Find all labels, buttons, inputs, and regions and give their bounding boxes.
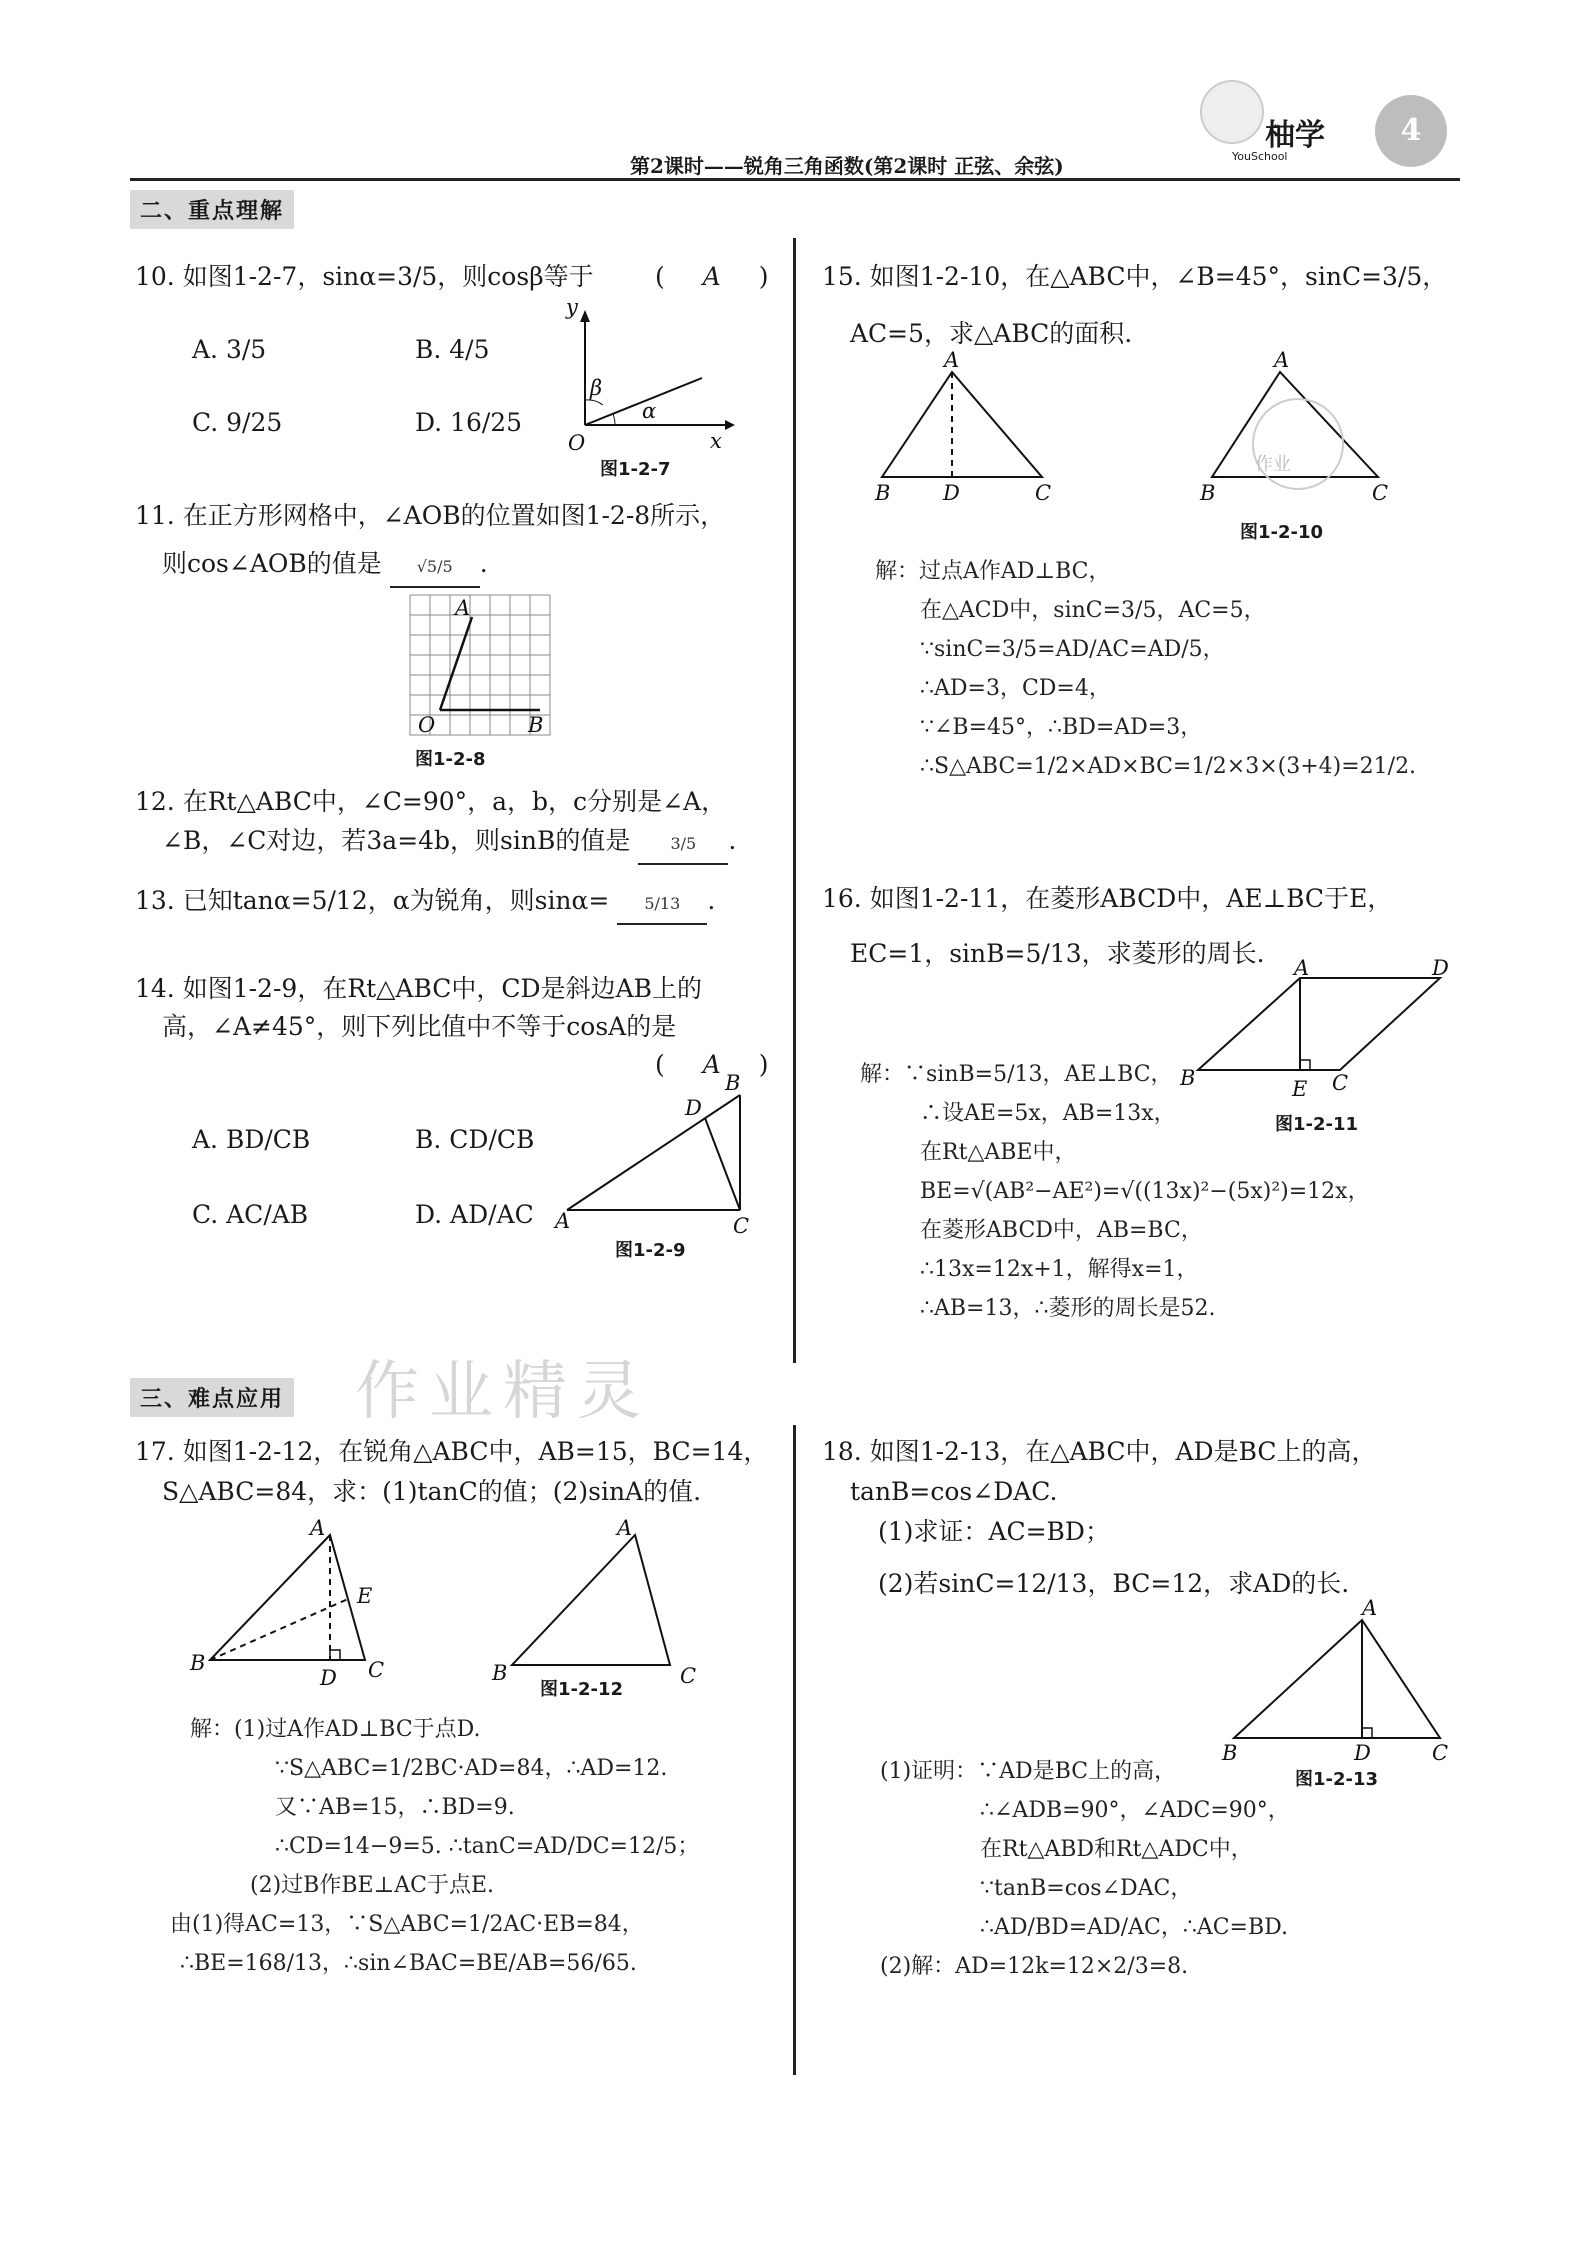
q14-line1: 14. 如图1-2-9，在Rt△ABC中，CD是斜边AB上的 bbox=[135, 974, 703, 1003]
figure-caption-1-2-11: 图1-2-11 bbox=[1275, 1114, 1359, 1135]
q17-solution-line: 又∵AB=15，∴BD=9. bbox=[275, 1795, 515, 1820]
q16-solution-line: 在Rt△ABE中， bbox=[920, 1140, 1077, 1165]
chapter-title: 第2课时——锐角三角函数(第2课时 正弦、余弦) bbox=[630, 154, 1064, 178]
brand-sub: YouSchool bbox=[1232, 150, 1288, 163]
q17-solution-line: 解：(1)过A作AD⊥BC于点D. bbox=[190, 1717, 481, 1742]
q14-answer: A bbox=[702, 1050, 721, 1079]
label-C: C bbox=[1035, 481, 1052, 505]
label-y: y bbox=[566, 295, 578, 319]
q16-line1: 16. 如图1-2-11，在菱形ABCD中，AE⊥BC于E， bbox=[822, 884, 1393, 913]
column-divider bbox=[793, 238, 796, 1363]
q16-solution-line: ∴13x=12x+1，解得x=1， bbox=[920, 1257, 1199, 1282]
label-A: A bbox=[1294, 956, 1310, 980]
q18-part1: (1)求证：AC=BD； bbox=[878, 1517, 1110, 1546]
label-C: C bbox=[1332, 1071, 1349, 1095]
q15-solution-line: ∵∠B=45°，∴BD=AD=3， bbox=[920, 715, 1203, 740]
label-B: B bbox=[1180, 1066, 1196, 1090]
watermark: 作业精灵 bbox=[355, 1355, 651, 1429]
q16-solution-line: BE=√(AB²−AE²)=√((13x)²−(5x)²)=12x， bbox=[920, 1179, 1370, 1204]
figure-caption-1-2-7: 图1-2-7 bbox=[600, 459, 671, 480]
label-B: B bbox=[190, 1651, 206, 1675]
q15-solution-line: 解：过点A作AD⊥BC， bbox=[875, 559, 1111, 584]
q11-line2: 则cos∠AOB的值是 √5/5 . bbox=[162, 545, 488, 588]
figure-caption-1-2-13: 图1-2-13 bbox=[1295, 1769, 1379, 1790]
figure-caption-1-2-8: 图1-2-8 bbox=[415, 749, 486, 770]
q10-option-b: B. 4/5 bbox=[415, 335, 490, 364]
q17-solution-line: ∵S△ABC=1/2BC·AD=84，∴AD=12. bbox=[275, 1756, 668, 1781]
label-A: A bbox=[944, 348, 960, 372]
q18-solution-line: ∴AD/BD=AD/AC，∴AC=BD. bbox=[980, 1915, 1289, 1940]
figure-1-2-13 bbox=[1222, 1596, 1452, 1765]
label-A: A bbox=[617, 1516, 633, 1540]
label-A: A bbox=[455, 596, 471, 620]
q12-line2: ∠B，∠C对边，若3a=4b，则sinB的值是 3/5 . bbox=[162, 822, 736, 865]
figure-1-2-8-grid bbox=[410, 595, 555, 735]
q16-solution bbox=[860, 1055, 1370, 1328]
q10-option-a: A. 3/5 bbox=[192, 335, 267, 364]
q13-line-text: 13. 已知tanα=5/12，α为锐角，则sinα= bbox=[135, 886, 610, 915]
q17-solution-line: ∴CD=14−9=5. ∴tanC=AD/DC=12/5； bbox=[275, 1834, 700, 1859]
figure-1-2-10-left bbox=[870, 348, 1052, 505]
header-rule bbox=[130, 178, 1460, 181]
q13-line: 13. 已知tanα=5/12，α为锐角，则sinα= 5/13 . bbox=[135, 882, 715, 925]
column-divider-lower bbox=[793, 1425, 796, 2075]
label-D: D bbox=[1432, 956, 1449, 980]
label-B: B bbox=[528, 713, 544, 737]
bracket-close: ) bbox=[758, 262, 769, 291]
q17-solution-line: ∴BE=168/13，∴sin∠BAC=BE/AB=56/65. bbox=[180, 1951, 637, 1976]
q17-solution-line: 由(1)得AC=13，∵S△ABC=1/2AC·EB=84， bbox=[170, 1912, 644, 1937]
q18-line2: tanB=cos∠DAC. bbox=[850, 1477, 1058, 1506]
q15-solution bbox=[875, 552, 1416, 786]
label-A: A bbox=[1362, 1596, 1378, 1620]
brand-logo bbox=[1200, 80, 1264, 144]
figure-1-2-12-left bbox=[190, 1516, 390, 1690]
label-C: C bbox=[733, 1214, 750, 1238]
q14-bracket bbox=[655, 1046, 770, 1084]
q15-solution-line: ∵sinC=3/5=AD/AC=AD/5， bbox=[920, 637, 1225, 662]
q17-line1: 17. 如图1-2-12，在锐角△ABC中，AB=15，BC=14， bbox=[135, 1437, 769, 1466]
figure-caption-1-2-10: 图1-2-10 bbox=[1240, 522, 1324, 543]
label-o: O bbox=[568, 431, 586, 455]
figure-1-2-10-right bbox=[1200, 348, 1390, 505]
label-B: B bbox=[725, 1071, 741, 1095]
label-C: C bbox=[368, 1658, 385, 1682]
q10-answer: A bbox=[702, 262, 721, 291]
q16-solution-line: ∴设AE=5x，AB=13x， bbox=[920, 1101, 1176, 1126]
q11-line2-text: 则cos∠AOB的值是 bbox=[162, 549, 382, 578]
label-C: C bbox=[1372, 481, 1389, 505]
q16-solution-line: 在菱形ABCD中，AB=BC， bbox=[920, 1218, 1203, 1243]
figure-1-2-9 bbox=[555, 1071, 765, 1238]
q10-stem-text: 10. 如图1-2-7，sinα=3/5，则cosβ等于 bbox=[135, 262, 594, 291]
q16-solution-line: ∴AB=13，∴菱形的周长是52. bbox=[920, 1296, 1216, 1321]
section-header-key: 二、重点理解 bbox=[130, 190, 294, 229]
bracket-open: ( bbox=[655, 1050, 665, 1079]
q14-option-c: C. AC/AB bbox=[192, 1200, 309, 1229]
q13-answer: 5/13 bbox=[617, 885, 707, 925]
label-C: C bbox=[1432, 1741, 1449, 1765]
label-alpha: α bbox=[642, 399, 657, 423]
q18-solution-line: (2)解：AD=12k=12×2/3=8. bbox=[880, 1954, 1189, 1979]
label-D: D bbox=[685, 1096, 702, 1120]
page-number bbox=[1375, 95, 1447, 167]
label-A: A bbox=[1274, 348, 1290, 372]
q18-part2: (2)若sinC=12/13，BC=12，求AD的长. bbox=[878, 1569, 1350, 1598]
figure-caption-1-2-12: 图1-2-12 bbox=[540, 1679, 624, 1700]
q14-option-a: A. BD/CB bbox=[192, 1125, 311, 1154]
bracket-close: ) bbox=[758, 1050, 769, 1079]
q18-solution-line: ∴∠ADB=90°，∠ADC=90°， bbox=[980, 1798, 1290, 1823]
figure-caption-1-2-9: 图1-2-9 bbox=[615, 1240, 686, 1261]
section-header-difficult: 三、难点应用 bbox=[130, 1378, 294, 1417]
q10-option-c: C. 9/25 bbox=[192, 408, 283, 437]
bracket-open: ( bbox=[655, 262, 665, 291]
q15-line1: 15. 如图1-2-10，在△ABC中，∠B=45°，sinC=3/5， bbox=[822, 262, 1448, 291]
q11-line1: 11. 在正方形网格中，∠AOB的位置如图1-2-8所示， bbox=[135, 501, 726, 530]
figure-1-2-7 bbox=[560, 295, 740, 460]
label-O: O bbox=[418, 713, 436, 737]
page-number-text: 4 bbox=[1400, 113, 1422, 148]
q14-option-d: D. AD/AC bbox=[415, 1200, 534, 1229]
q10-option-d: D. 16/25 bbox=[415, 408, 523, 437]
q12-line1: 12. 在Rt△ABC中，∠C=90°，a，b，c分别是∠A， bbox=[135, 787, 727, 816]
q15-solution-line: ∴S△ABC=1/2×AD×BC=1/2×3×(3+4)=21/2. bbox=[920, 754, 1417, 779]
label-beta: β bbox=[590, 376, 603, 400]
q15-solution-line: ∴AD=3，CD=4， bbox=[920, 676, 1111, 701]
q18-solution-line: ∵tanB=cos∠DAC， bbox=[980, 1876, 1193, 1901]
label-A: A bbox=[310, 1516, 326, 1540]
label-E: E bbox=[357, 1584, 373, 1608]
q17-solution-line: (2)过B作BE⊥AC于点E. bbox=[250, 1873, 495, 1898]
label-B: B bbox=[1222, 1741, 1238, 1765]
label-D: D bbox=[320, 1666, 337, 1690]
q11-answer: √5/5 bbox=[390, 548, 480, 588]
q16-solution-line: 解：∵sinB=5/13，AE⊥BC， bbox=[860, 1062, 1173, 1087]
q18-solution bbox=[880, 1752, 1290, 1986]
q15-line2: AC=5，求△ABC的面积. bbox=[850, 319, 1133, 348]
q12-answer: 3/5 bbox=[638, 825, 728, 865]
label-E: E bbox=[1292, 1077, 1308, 1101]
figure-1-2-12-right bbox=[492, 1516, 700, 1688]
q15-solution-line: 在△ACD中，sinC=3/5，AC=5， bbox=[920, 598, 1266, 623]
label-D: D bbox=[943, 481, 960, 505]
label-D: D bbox=[1354, 1741, 1371, 1765]
stamp-text: 作业 bbox=[1255, 454, 1291, 475]
label-x: x bbox=[710, 429, 722, 453]
q10-bracket bbox=[655, 258, 770, 296]
q10-stem bbox=[135, 258, 594, 296]
q17-solution bbox=[170, 1710, 700, 1983]
q12-line2-text: ∠B，∠C对边，若3a=4b，则sinB的值是 bbox=[162, 826, 631, 855]
q14-option-b: B. CD/CB bbox=[415, 1125, 535, 1154]
q14-line2: 高，∠A≠45°，则下列比值中不等于cosA的是 bbox=[162, 1012, 677, 1041]
q16-line2: EC=1，sinB=5/13，求菱形的周长. bbox=[850, 939, 1265, 968]
q17-line2: S△ABC=84，求：(1)tanC的值；(2)sinA的值. bbox=[162, 1477, 702, 1506]
label-C: C bbox=[680, 1664, 697, 1688]
label-B: B bbox=[492, 1661, 508, 1685]
brand-name: 柚学 bbox=[1265, 118, 1325, 153]
q18-solution-line: 在Rt△ABD和Rt△ADC中， bbox=[980, 1837, 1253, 1862]
q18-line1: 18. 如图1-2-13，在△ABC中，AD是BC上的高， bbox=[822, 1437, 1377, 1466]
label-B: B bbox=[1200, 481, 1216, 505]
label-A: A bbox=[555, 1209, 571, 1233]
q18-solution-line: (1)证明：∵AD是BC上的高， bbox=[880, 1759, 1177, 1784]
label-B: B bbox=[875, 481, 891, 505]
